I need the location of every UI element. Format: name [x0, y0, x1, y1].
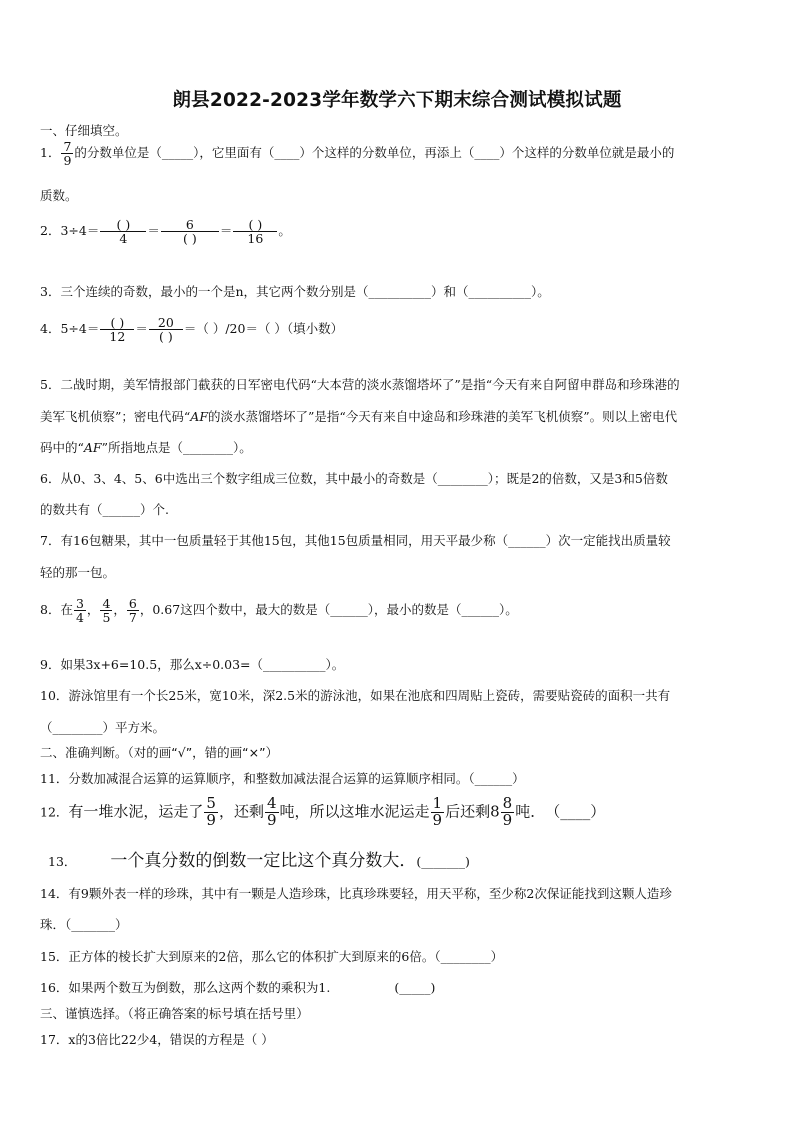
fraction: $\frac{( )}{12}$: [100, 316, 134, 343]
fraction: $\frac{8}{9}$: [502, 794, 513, 829]
question-15: 15．正方体的棱长扩大到原来的2倍，那么它的体积扩大到原来的6倍。（________）: [40, 949, 504, 964]
question-1-line-2: 质数。: [40, 188, 78, 203]
fraction: $\frac{7}{9}$: [63, 139, 72, 169]
question-14-line-1: 14．有9颗外表一样的珍珠，其中有一颗是人造珍珠，比真珍珠要轻，用天平称，至少称2次保证能找到这颗人造珍: [40, 886, 672, 901]
fraction: $\frac{1}{9}$: [432, 794, 443, 829]
fraction: $\frac{6}{( )}$: [161, 218, 219, 245]
question-9: 9．如果3x+6=10.5，那么x÷0.03=（__________）。: [40, 657, 345, 672]
page-title: 朗县2022-2023学年数学六下期末综合测试模拟试题: [172, 90, 622, 111]
question-5-line-1: 5．二战时期，美军情报部门截获的日军密电代码“大本营的淡水蒸馏塔坏了”是指“今天有来自阿留申群岛和珍珠港的: [40, 377, 680, 392]
fraction: $\frac{4}{5}$: [102, 596, 111, 626]
question-5-line-3: 码中的“AF”所指地点是（________）。: [40, 440, 252, 455]
question-7-line-2: 轻的那一包。: [40, 565, 116, 580]
fraction: $\frac{3}{4}$: [75, 596, 84, 626]
fraction: $\frac{( )}{16}$: [233, 218, 277, 245]
question-14-line-2: 珠．（_______）: [40, 917, 128, 932]
question-10-line-1: 10．游泳馆里有一个长25米，宽10米，深2.5米的游泳池，如果在池底和四周贴上瓷砖，需要贴瓷砖的面积一共有: [40, 688, 671, 703]
question-7-line-1: 7．有16包糖果，其中一包质量轻于其他15包，其他15包质量相同，用天平最少称（______）次一定能找出质量较: [40, 533, 671, 548]
question-13: 13． 一个真分数的倒数一定比这个真分数大．(_______): [48, 851, 470, 871]
fraction: $\frac{4}{9}$: [266, 794, 277, 829]
question-3: 3．三个连续的奇数，最小的一个是n，其它两个数分别是（__________）和（__________）。: [40, 284, 550, 299]
fraction: $\frac{6}{7}$: [128, 596, 137, 626]
question-8: 8．在 $\frac{3}{4}$ ， $\frac{4}{5}$ ， $\frac{6}{7}$ ，0.67这四个数中，最大的数是（______），最小的数是（______）。: [40, 596, 518, 626]
section-heading-1: 一、仔细填空。: [40, 123, 128, 138]
question-5-line-2: 美军飞机侦察”；密电代码“AF的淡水蒸馏塔坏了”是指“今天有来自中途岛和珍珠港的美军飞机侦察”。则以上密电代: [40, 409, 678, 424]
question-6-line-2: 的数共有（______）个.: [40, 502, 169, 517]
question-11: 11．分数加减混合运算的运算顺序，和整数加减法混合运算的运算顺序相同。（______）: [40, 771, 525, 786]
fraction: $\frac{5}{9}$: [206, 794, 216, 829]
question-2: 2．3÷4＝ $\frac{( )}{4}$ ＝ $\frac{6}{( )}$ ＝ $\frac{( )}{16}$ 。: [40, 217, 291, 247]
question-4: 4．5÷4＝ $\frac{( )}{12}$ ＝ $\frac{20}{( )}$ ＝（ ）/20＝（ ）（填小数）: [40, 315, 344, 345]
question-17: 17．x的3倍比22少4，错误的方程是（ ）: [40, 1032, 274, 1047]
fraction: $\frac{20}{( )}$: [149, 316, 183, 343]
question-6-line-1: 6．从0、3、4、5、6中选出三个数字组成三位数，其中最小的奇数是（________）；既是2的倍数，又是3和5倍数: [40, 471, 668, 486]
question-10-line-2: （________）平方米。: [40, 720, 166, 735]
question-16: 16．如果两个数互为倒数，那么这两个数的乘积为1. (_____): [40, 980, 436, 995]
section-heading-3: 三、谨慎选择。（将正确答案的标号填在括号里）: [40, 1006, 309, 1021]
question-1-line-1: 1． $\frac{7}{9}$ 的分数单位是（_____），它里面有（____）个这样的分数单位，再添上（____）个这样的分数单位就是最小的: [40, 139, 675, 169]
section-heading-2: 二、准确判断。（对的画“√”，错的画“×”）: [40, 745, 279, 760]
fraction: $\frac{( )}{4}$: [100, 218, 146, 245]
question-12: 12．有一堆水泥，运走了 $\frac{5}{9}$ ，还剩 $\frac{4}{9}$ 吨，所以这堆水泥运走 $\frac{1}{9}$ 后还剩8 $\frac{8}{9}$ 吨． （____）: [40, 794, 606, 829]
